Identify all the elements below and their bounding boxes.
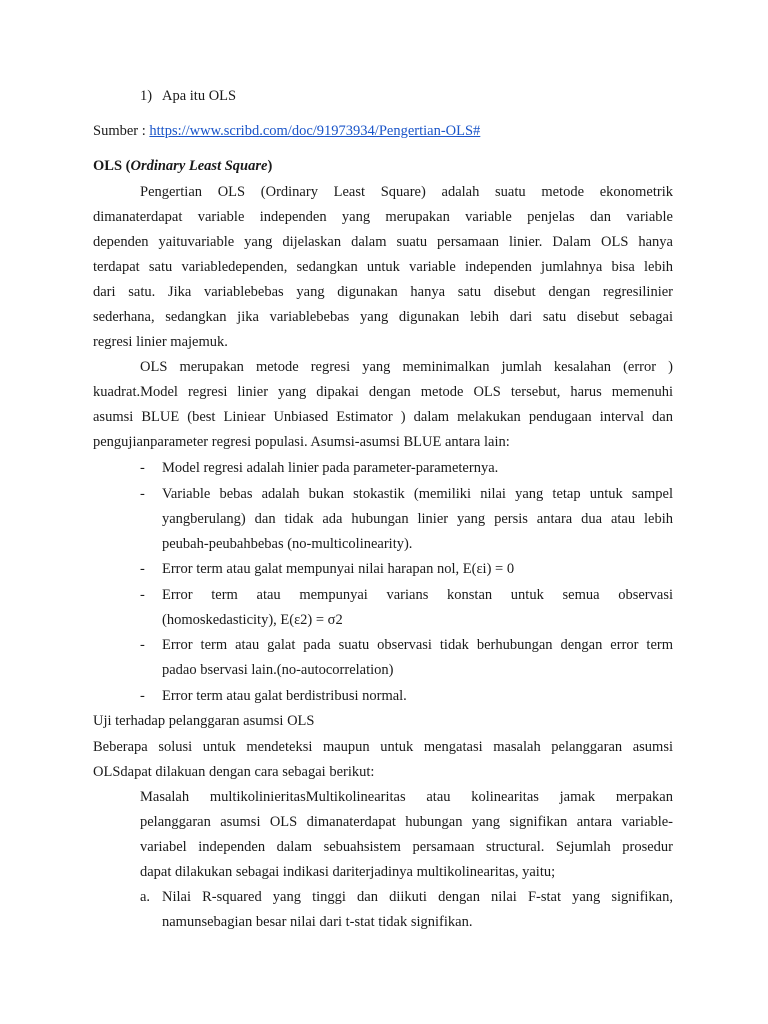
bullet-line: peubah-peubahbebas (no-multicolinearity). — [162, 536, 413, 552]
para4-line: Masalah multikolinieritasMultikolinearitas atau kolinearitas jamak merpakan — [140, 789, 673, 805]
para2-line: pengujianparameter regresi populasi. Asumsi-asumsi BLUE antara lain: — [93, 434, 510, 450]
bullet-marker: - — [140, 637, 145, 653]
bullet-line: Error term atau galat pada suatu observasi tidak berhubungan dengan error term — [162, 637, 673, 653]
heading-close: ) — [267, 158, 273, 174]
para1-line: regresi linier majemuk. — [93, 334, 228, 350]
para4-line: pelanggaran asumsi OLS dimanaterdapat hubungan yang signifikan antara variable- — [140, 814, 673, 830]
para2-line: OLS merupakan metode regresi yang meminimalkan jumlah kesalahan (error ) — [140, 359, 673, 375]
source-line — [93, 121, 480, 141]
bullet-marker: - — [140, 688, 145, 704]
bullet-marker: - — [140, 486, 145, 502]
question-text: Apa itu OLS — [162, 88, 237, 104]
bullet-marker: - — [140, 460, 145, 476]
para3-line: OLSdapat dilakuan dengan cara sebagai berikut: — [93, 764, 375, 780]
para2-line: asumsi BLUE (best Liniear Unbiased Estimator ) dalam melakukan pendugaan interval dan — [93, 409, 673, 425]
section-heading — [93, 156, 272, 176]
bullet-line: padao bservasi lain.(no-autocorrelation) — [162, 662, 394, 678]
bullet-line: Error term atau galat mempunyai nilai harapan nol, E(εi) = 0 — [162, 561, 515, 577]
source-label: Sumber : — [93, 123, 150, 139]
para1-line: dimanaterdapat variable independen yang merupakan variable penjelas dan variable — [93, 209, 673, 225]
para4-line: dapat dilakukan sebagai indikasi dariterjadinya multikolinearitas, yaitu; — [140, 864, 556, 880]
item-a-line: namunsebagian besar nilai dari t-stat tidak signifikan. — [162, 914, 473, 930]
para1-line: sederhana, sedangkan jika variablebebas yang digunakan lebih dari satu disebut sebagai — [93, 309, 673, 325]
heading-italic: Ordinary Least Square — [130, 158, 268, 174]
para3-line: Beberapa solusi untuk mendeteksi maupun untuk mengatasi masalah pelanggaran asumsi — [93, 739, 673, 755]
para4-line: variabel independen dalam sebuahsistem persamaan structural. Sejumlah prosedur — [140, 839, 673, 855]
bullet-line: yangberulang) dan tidak ada hubungan linier yang persis antara dua atau lebih — [162, 511, 673, 527]
para1-line: terdapat satu variabledependen, sedangkan untuk variable independen jumlahnya bisa lebih — [93, 259, 673, 275]
heading-abbr: OLS ( — [93, 158, 131, 174]
bullet-line: Variable bebas adalah bukan stokastik (memiliki nilai yang tetap untuk sampel — [162, 486, 673, 502]
para1-line: dari satu. Jika variablebebas yang digunakan hanya satu disebut dengan regresilinier — [93, 284, 673, 300]
bullet-line: Error term atau galat berdistribusi normal. — [162, 688, 407, 704]
source-link[interactable]: https://www.scribd.com/doc/91973934/Pengertian-OLS# — [149, 123, 481, 139]
para1-line: Pengertian OLS (Ordinary Least Square) adalah suatu metode ekonometrik — [140, 184, 673, 200]
item-a-line: Nilai R-squared yang tinggi dan diikuti dengan nilai F-stat yang signifikan, — [162, 889, 673, 905]
bullet-line: Error term atau mempunyai varians konstan untuk semua observasi — [162, 587, 673, 603]
list-marker-a: a. — [140, 889, 151, 905]
bullet-marker: - — [140, 587, 145, 603]
para1-line: dependen yaituvariable yang dijelaskan dalam suatu persamaan linier. Dalam OLS hanya — [93, 234, 673, 250]
para2-line: kuadrat.Model regresi linier yang dipakai dengan metode OLS tersebut, harus memenuhi — [93, 384, 673, 400]
question-number: 1) — [140, 88, 153, 104]
bullet-marker: - — [140, 561, 145, 577]
uji-heading: Uji terhadap pelanggaran asumsi OLS — [93, 713, 315, 729]
bullet-line: Model regresi adalah linier pada parameter-parameternya. — [162, 460, 499, 476]
bullet-line: (homoskedasticity), E(ε2) = σ2 — [162, 612, 343, 628]
